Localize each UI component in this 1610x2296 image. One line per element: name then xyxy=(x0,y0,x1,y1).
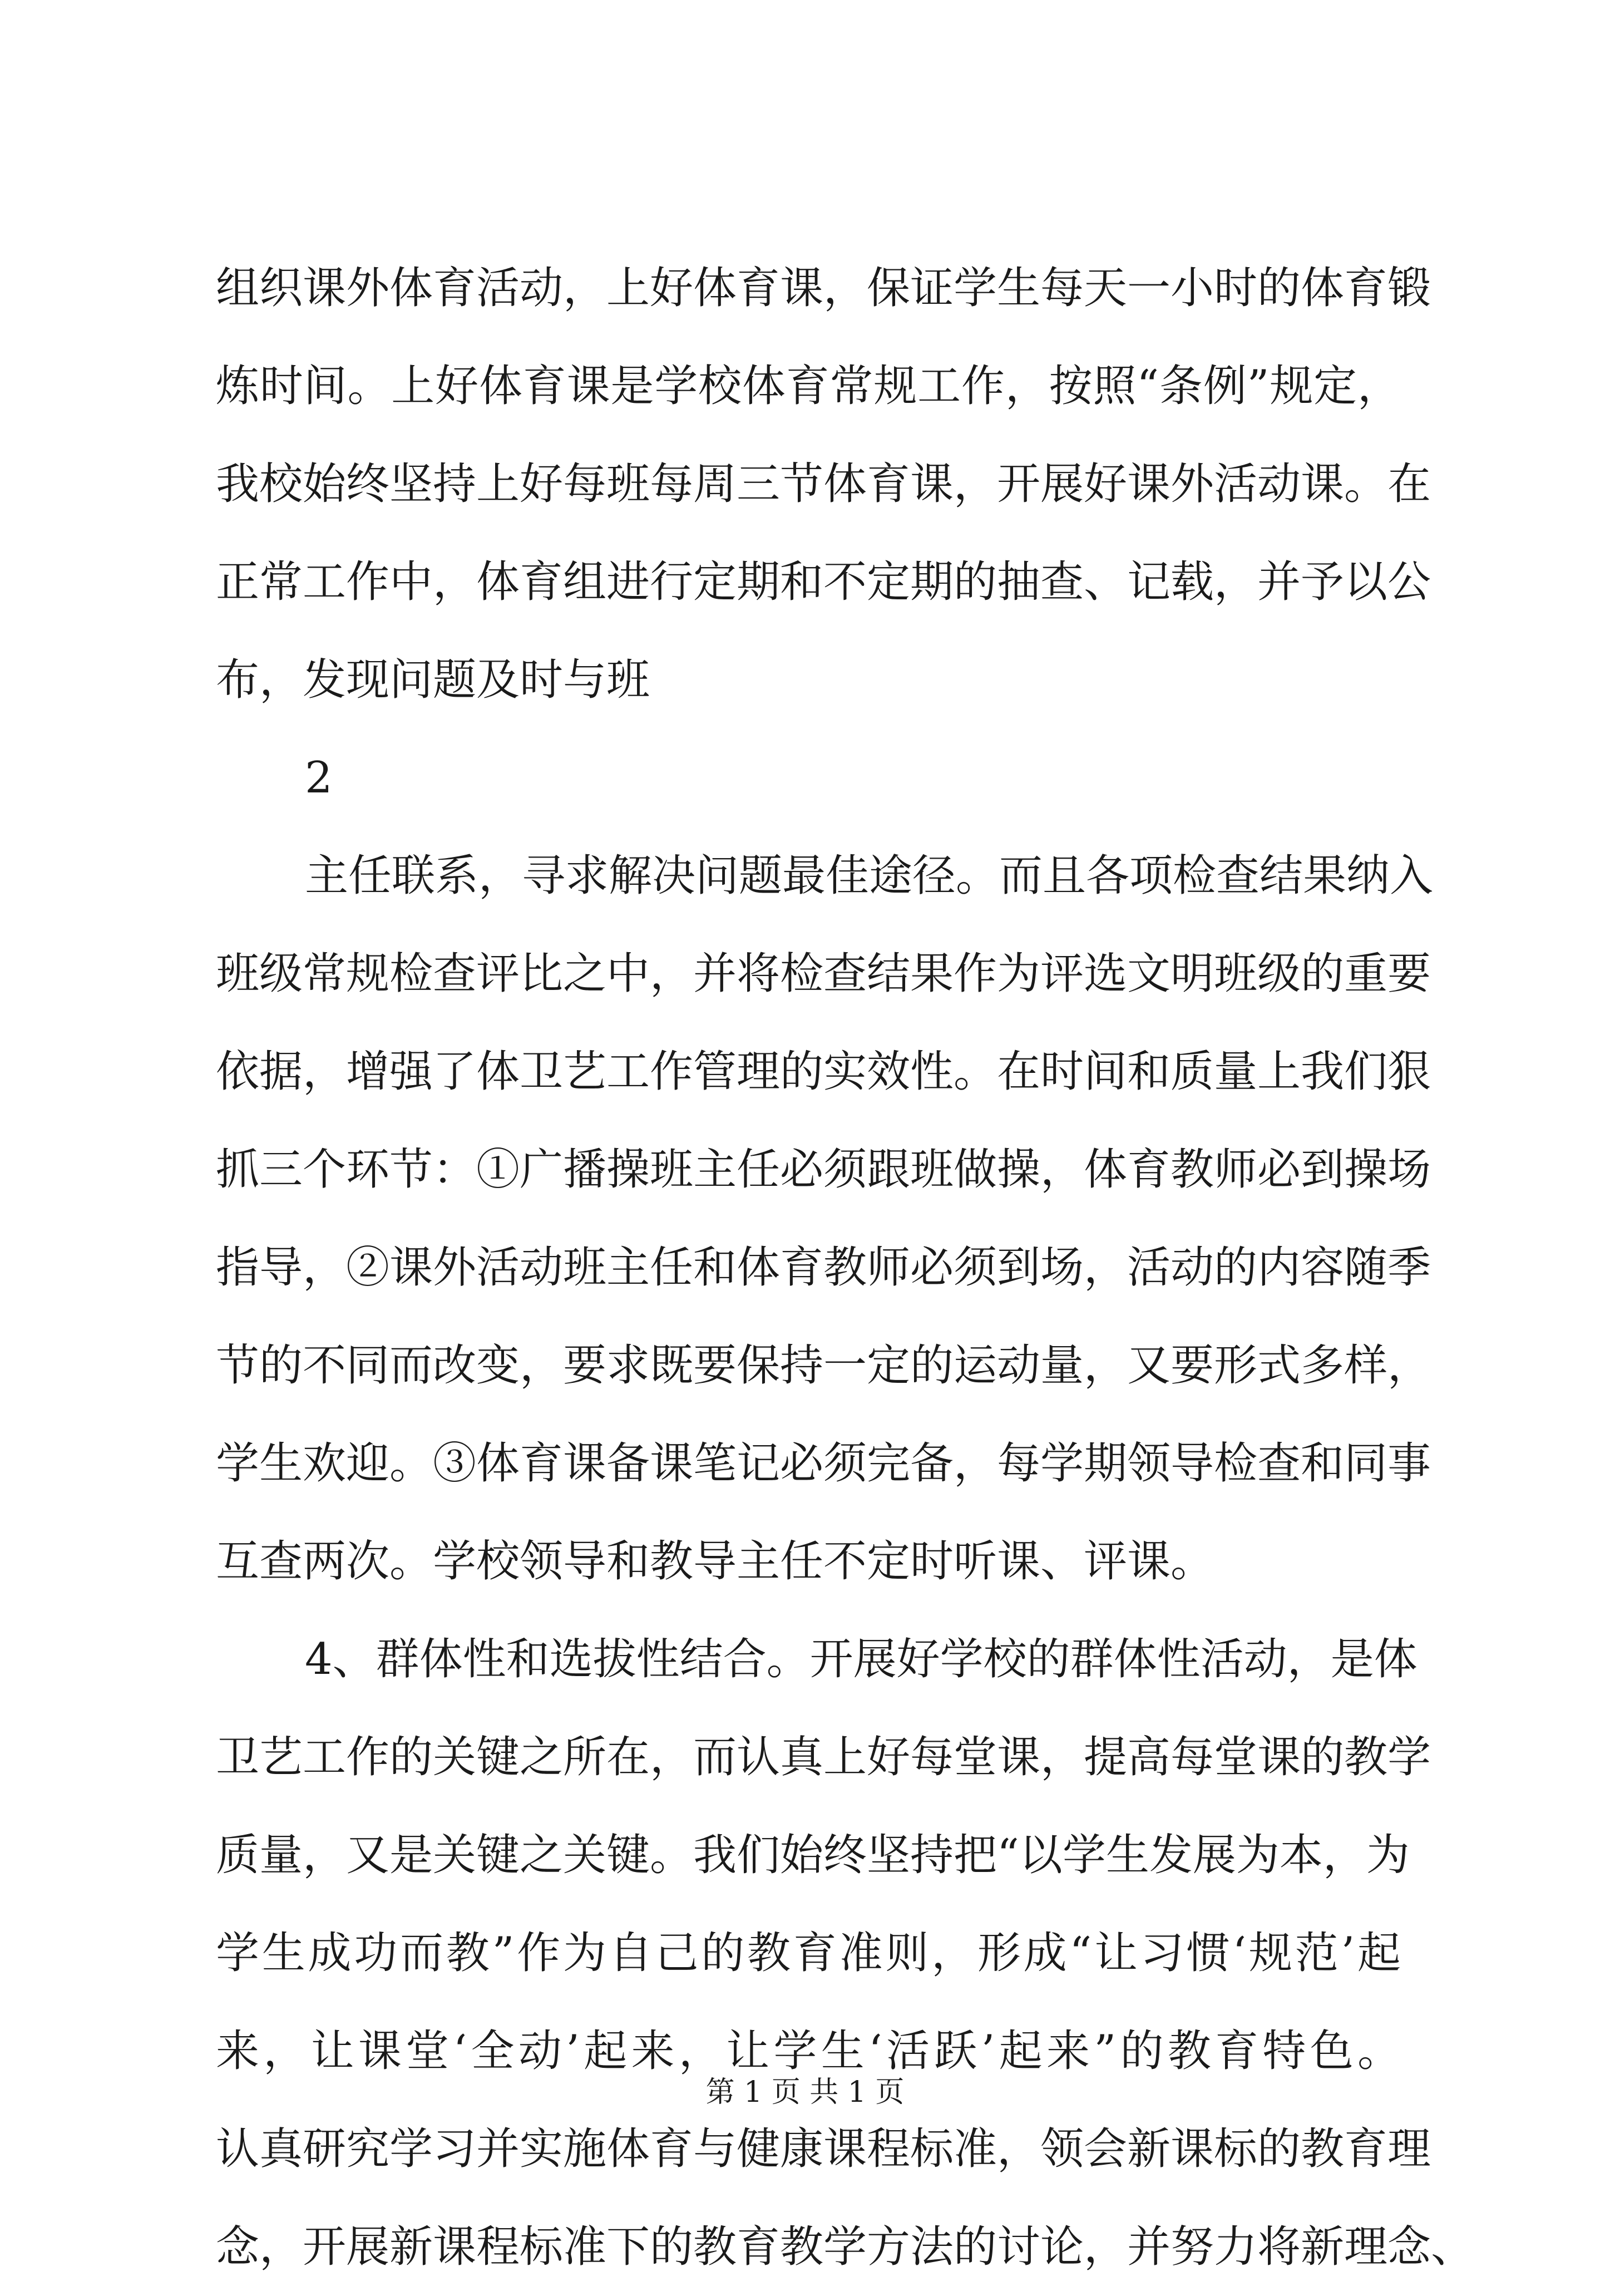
text-line: 指导，②课外活动班主任和体育教师必须到场，活动的内容随季 xyxy=(216,1243,1431,1293)
text-line: 来，让课堂‘全动’起来，让学生‘活跃’起来”的教育特色。 xyxy=(216,2026,1401,2076)
text-line: 念，开展新课程标准下的教育教学方法的讨论，并努力将新理念、 xyxy=(216,2222,1475,2272)
text-line: 我校始终坚持上好每班每周三节体育课，开展好课外活动课。在 xyxy=(216,459,1431,509)
text-line: 卫艺工作的关键之所在，而认真上好每堂课，提高每堂课的教学 xyxy=(216,1732,1431,1782)
text-line: 依据，增强了体卫艺工作管理的实效性。在时间和质量上我们狠 xyxy=(216,1047,1431,1097)
text-line: 质量，又是关键之关键。我们始终坚持把“以学生发展为本，为 xyxy=(216,1830,1410,1880)
text-line: 炼时间。上好体育课是学校体育常规工作，按照“条例”规定， xyxy=(216,361,1401,411)
text-line: 学生欢迎。③体育课备课笔记必须完备，每学期领导检查和同事 xyxy=(216,1438,1431,1489)
text-line: 互查两次。学校领导和教导主任不定时听课、评课。 xyxy=(216,1536,1214,1586)
text-line: 班级常规检查评比之中，并将检查结果作为评选文明班级的重要 xyxy=(216,949,1431,999)
page-footer xyxy=(0,2070,1610,2115)
document-body xyxy=(216,239,1475,2296)
text-line: 正常工作中，体育组进行定期和不定期的抽查、记载，并予以公 xyxy=(216,557,1431,607)
text-line: 节的不同而改变，要求既要保持一定的运动量，又要形式多样， xyxy=(216,1341,1431,1391)
text-line: 认真研究学习并实施体育与健康课程标准，领会新课标的教育理 xyxy=(216,2124,1431,2174)
text-line: 布，发现问题及时与班 xyxy=(216,655,650,705)
text-line: 学生成功而教”作为自己的教育准则，形成“让习惯‘规范’起 xyxy=(216,1928,1401,1978)
text-line: 抓三个环节：①广播操班主任必须跟班做操，体育教师必到操场 xyxy=(216,1145,1431,1195)
page-number-label: 第 1 页 共 1 页 xyxy=(705,2076,905,2109)
text-line: 组织课外体育活动，上好体育课，保证学生每天一小时的体育锻 xyxy=(216,263,1431,313)
text-line: 主任联系，寻求解决问题最佳途径。而且各项检查结果纳入 xyxy=(305,851,1434,901)
page-number-marker: 2 xyxy=(305,753,333,803)
text-line: 4、群体性和选拔性结合。开展好学校的群体性活动，是体 xyxy=(305,1634,1418,1684)
